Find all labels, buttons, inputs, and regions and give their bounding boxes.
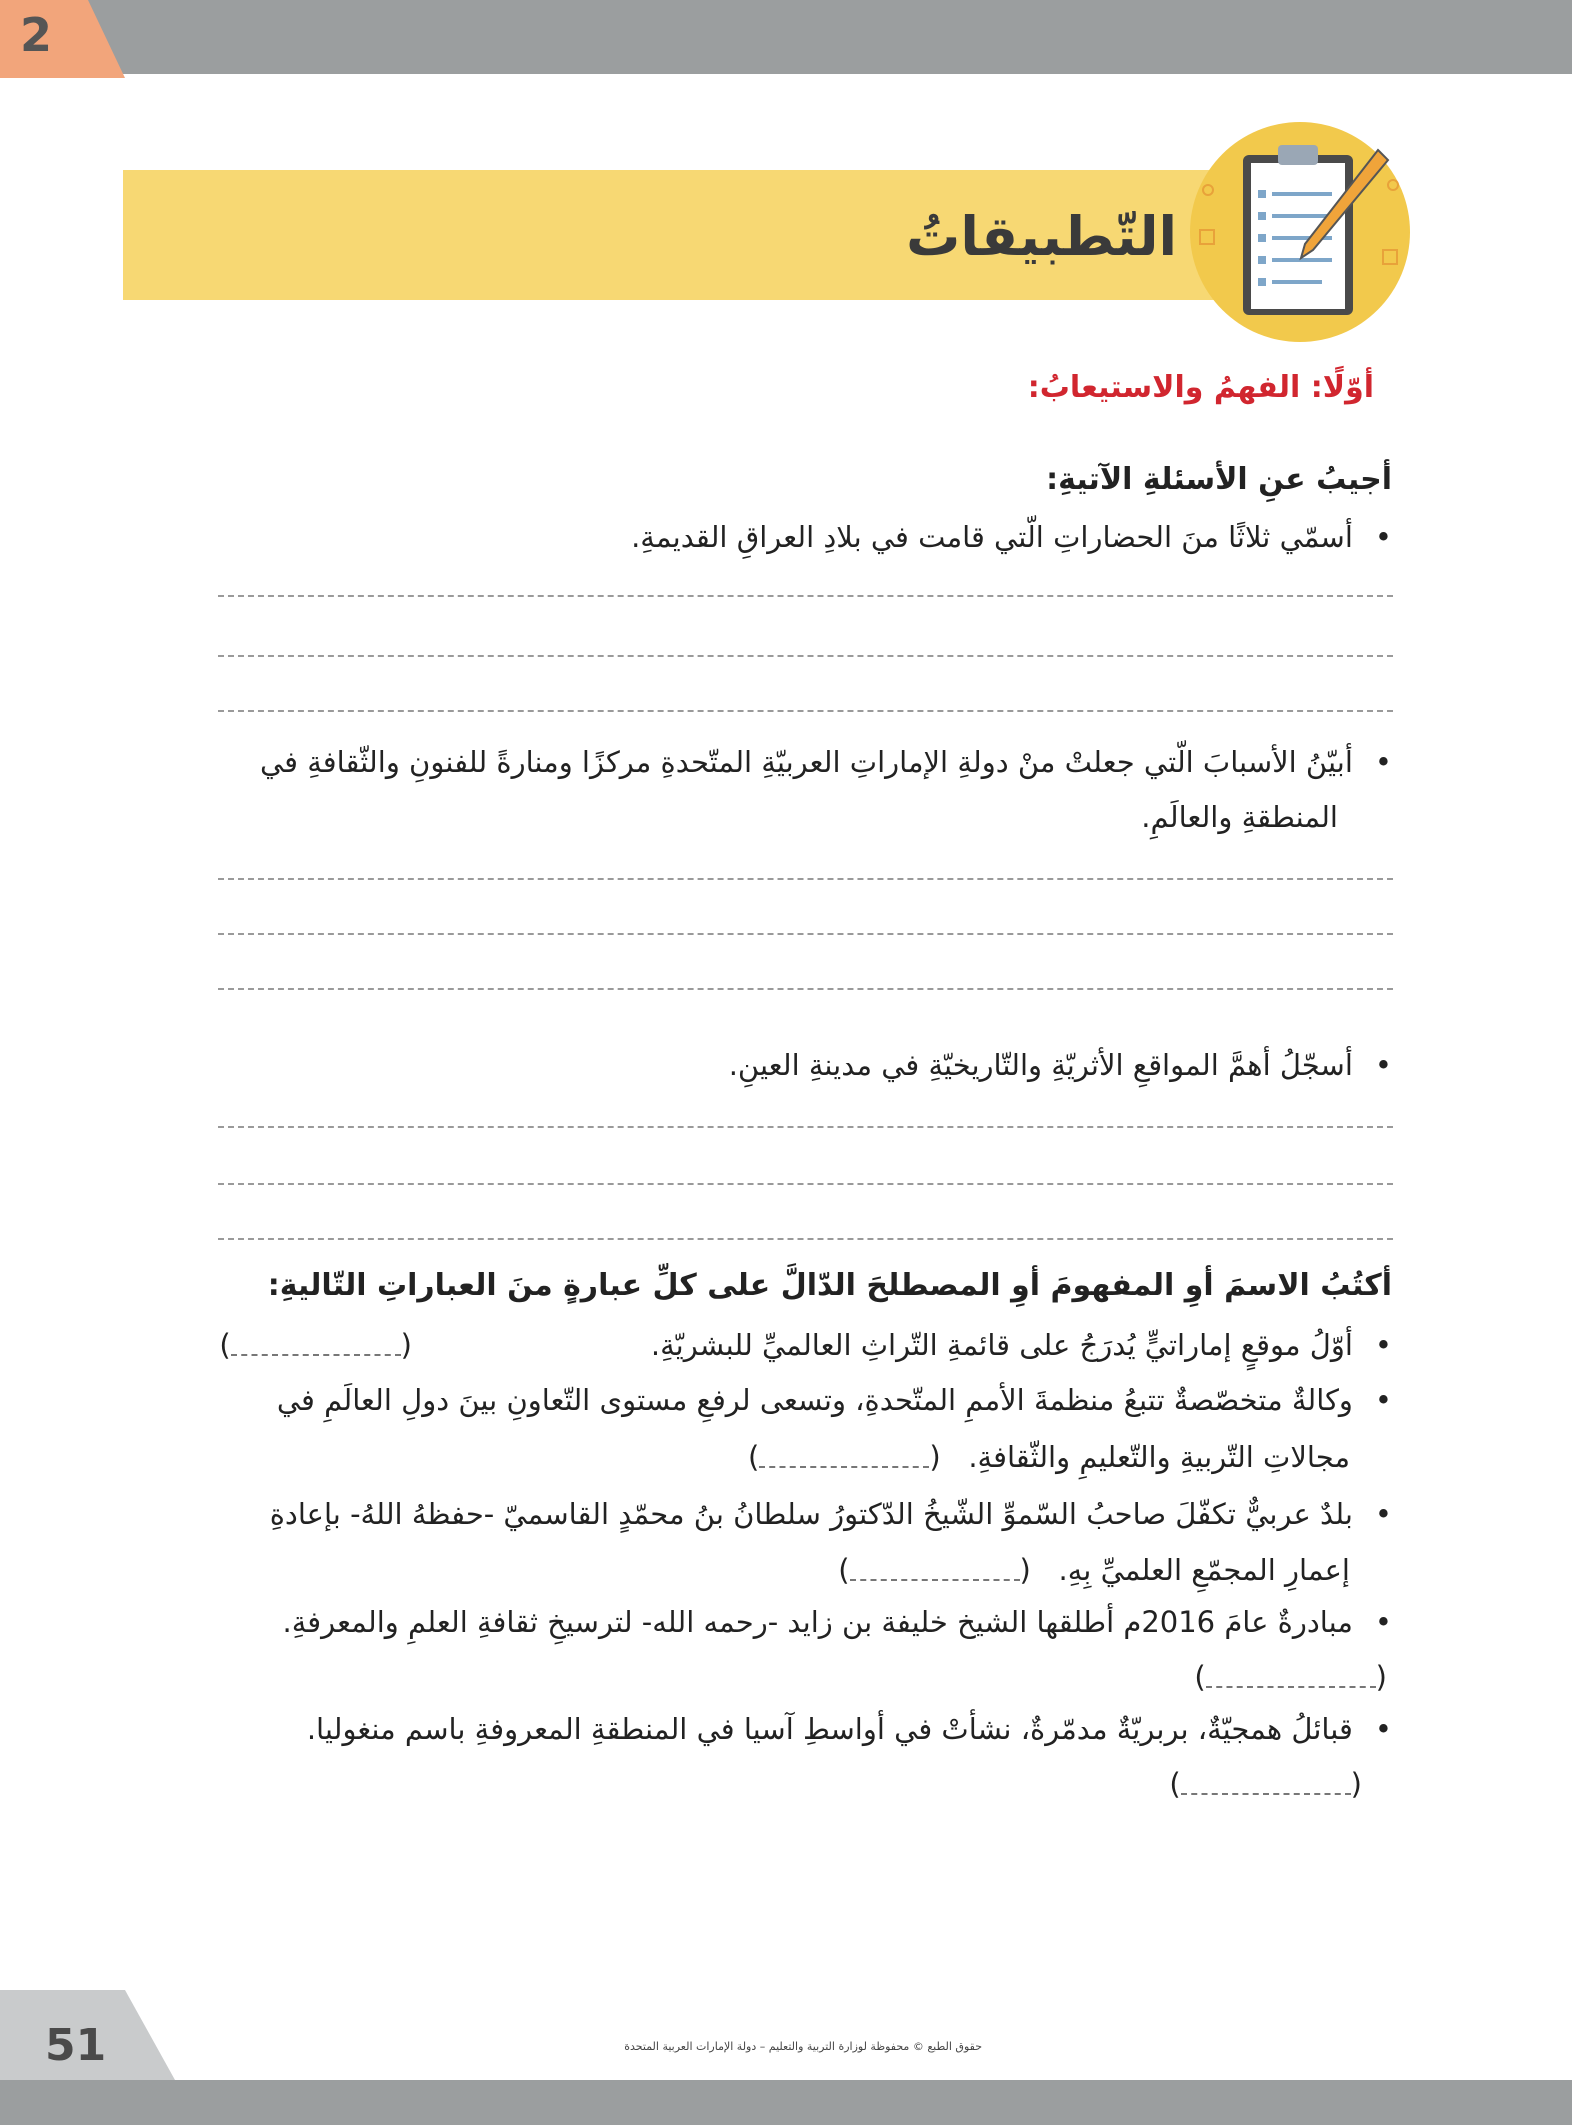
copyright-notice: حقوق الطبع © محفوظة لوزارة التربية والتعليم – دولة الإمارات العربية المتحدة xyxy=(624,2040,982,2053)
chapter-number: 2 xyxy=(20,8,53,62)
page-title: التّطبيقاتُ xyxy=(906,205,1177,268)
question-2: •أبيّنُ الأسبابَ الّتي جعلتْ منْ دولةِ الإماراتِ العربيّةِ المتّحدةِ مركزًا ومنارةً للفنونِ والثّقافةِ في xyxy=(260,745,1392,779)
term-2-line-2-text: مجالاتِ التّربيةِ والتّعليمِ والثّقافةِ. xyxy=(968,1440,1350,1474)
question-1-text: أسمّي ثلاثًا منَ الحضاراتِ الّتي قامت في بلادِ العراقِ القديمةِ. xyxy=(631,520,1353,554)
question-2-line-1: أبيّنُ الأسبابَ الّتي جعلتْ منْ دولةِ الإماراتِ العربيّةِ المتّحدةِ مركزًا ومنارةً للفنونِ والثّقافةِ في xyxy=(260,745,1353,779)
clipboard-icon xyxy=(1188,120,1413,345)
term-3-line-2 xyxy=(838,1553,1350,1587)
term-3: •بلدٌ عربيٌّ تكفّلَ صاحبُ السّموِّ الشّيخُ الدّكتورُ سلطانُ بنُ محمّدٍ القاسميّ -حفظهُ اللهُ- بإعادةِ xyxy=(269,1497,1392,1531)
term-3-line-2-text: إعمارِ المجمّعِ العلميِّ بِهِ. xyxy=(1058,1553,1350,1587)
term-2-blank[interactable]: () xyxy=(748,1440,941,1474)
answer-line[interactable] xyxy=(218,1183,1393,1185)
section-heading: أوّلًا: الفهمُ والاستيعابُ: xyxy=(1027,370,1374,405)
term-3-blank[interactable]: () xyxy=(838,1553,1031,1587)
term-2-line-2 xyxy=(748,1440,1350,1474)
answer-line[interactable] xyxy=(218,1126,1393,1128)
answer-line[interactable] xyxy=(218,878,1393,880)
bottom-bar xyxy=(0,2080,1572,2125)
answer-line[interactable] xyxy=(218,933,1393,935)
answer-line[interactable] xyxy=(218,1238,1393,1240)
term-1-text: أوّلُ موقعٍ إماراتيٍّ يُدرَجُ على قائمةِ التّراثِ العالميِّ للبشريّةِ. xyxy=(650,1328,1353,1362)
term-2-line-1: وكالةٌ متخصّصةٌ تتبعُ منظمةَ الأممِ المتّحدةِ، وتسعى لرفعِ مستوى التّعاونِ بينَ دولِ العالَمِ في xyxy=(276,1383,1353,1417)
answer-line[interactable] xyxy=(218,988,1393,990)
question-3-text: أسجّلُ أهمَّ المواقعِ الأثريّةِ والتّاريخيّةِ في مدينةِ العينِ. xyxy=(728,1048,1353,1082)
questions-instruction: أجيبُ عنِ الأسئلةِ الآتيةِ: xyxy=(1046,462,1392,497)
term-1: •أوّلُ موقعٍ إماراتيٍّ يُدرَجُ على قائمةِ التّراثِ العالميِّ للبشريّةِ. xyxy=(650,1328,1392,1362)
answer-line[interactable] xyxy=(218,595,1393,597)
answer-line[interactable] xyxy=(218,710,1393,712)
term-5-blank[interactable]: () xyxy=(1169,1767,1362,1801)
term-2: •وكالةٌ متخصّصةٌ تتبعُ منظمةَ الأممِ المتّحدةِ، وتسعى لرفعِ مستوى التّعاونِ بينَ دولِ العالَمِ في xyxy=(276,1383,1392,1417)
top-bar xyxy=(0,0,1572,74)
term-5: •قبائلُ همجيّةٌ، بربريّةٌ مدمّرةٌ، نشأتْ في أواسطِ آسيا في المنطقةِ المعروفةِ باسم منغوليا. xyxy=(306,1712,1392,1746)
term-4: •مبادرةٌ عامَ 2016م أطلقها الشيخ خليفة بن زايد -رحمه الله- لترسيخِ ثقافةِ العلمِ والمعرفةِ. xyxy=(282,1605,1392,1639)
question-2-line-2: المنطقةِ والعالَمِ. xyxy=(1141,800,1338,834)
question-1: •أسمّي ثلاثًا منَ الحضاراتِ الّتي قامت في بلادِ العراقِ القديمةِ. xyxy=(631,520,1392,554)
term-5-text: قبائلُ همجيّةٌ، بربريّةٌ مدمّرةٌ، نشأتْ في أواسطِ آسيا في المنطقةِ المعروفةِ باسم منغوليا. xyxy=(306,1712,1353,1746)
term-1-blank[interactable]: () xyxy=(219,1328,412,1362)
term-4-text: مبادرةٌ عامَ 2016م أطلقها الشيخ خليفة بن زايد -رحمه الله- لترسيخِ ثقافةِ العلمِ والمعرفةِ. xyxy=(282,1605,1353,1639)
page-number: 51 xyxy=(45,2020,107,2071)
question-3: •أسجّلُ أهمَّ المواقعِ الأثريّةِ والتّاريخيّةِ في مدينةِ العينِ. xyxy=(728,1048,1392,1082)
answer-line[interactable] xyxy=(218,655,1393,657)
terms-instruction: أكتُبُ الاسمَ أوِ المفهومَ أوِ المصطلحَ الدّالَّ على كلِّ عبارةٍ منَ العباراتِ التّاليةِ: xyxy=(267,1268,1392,1303)
term-4-blank[interactable]: () xyxy=(1194,1660,1387,1694)
term-3-line-1: بلدٌ عربيٌّ تكفّلَ صاحبُ السّموِّ الشّيخُ الدّكتورُ سلطانُ بنُ محمّدٍ القاسميّ -حفظهُ اللهُ- بإعادةِ xyxy=(269,1497,1353,1531)
